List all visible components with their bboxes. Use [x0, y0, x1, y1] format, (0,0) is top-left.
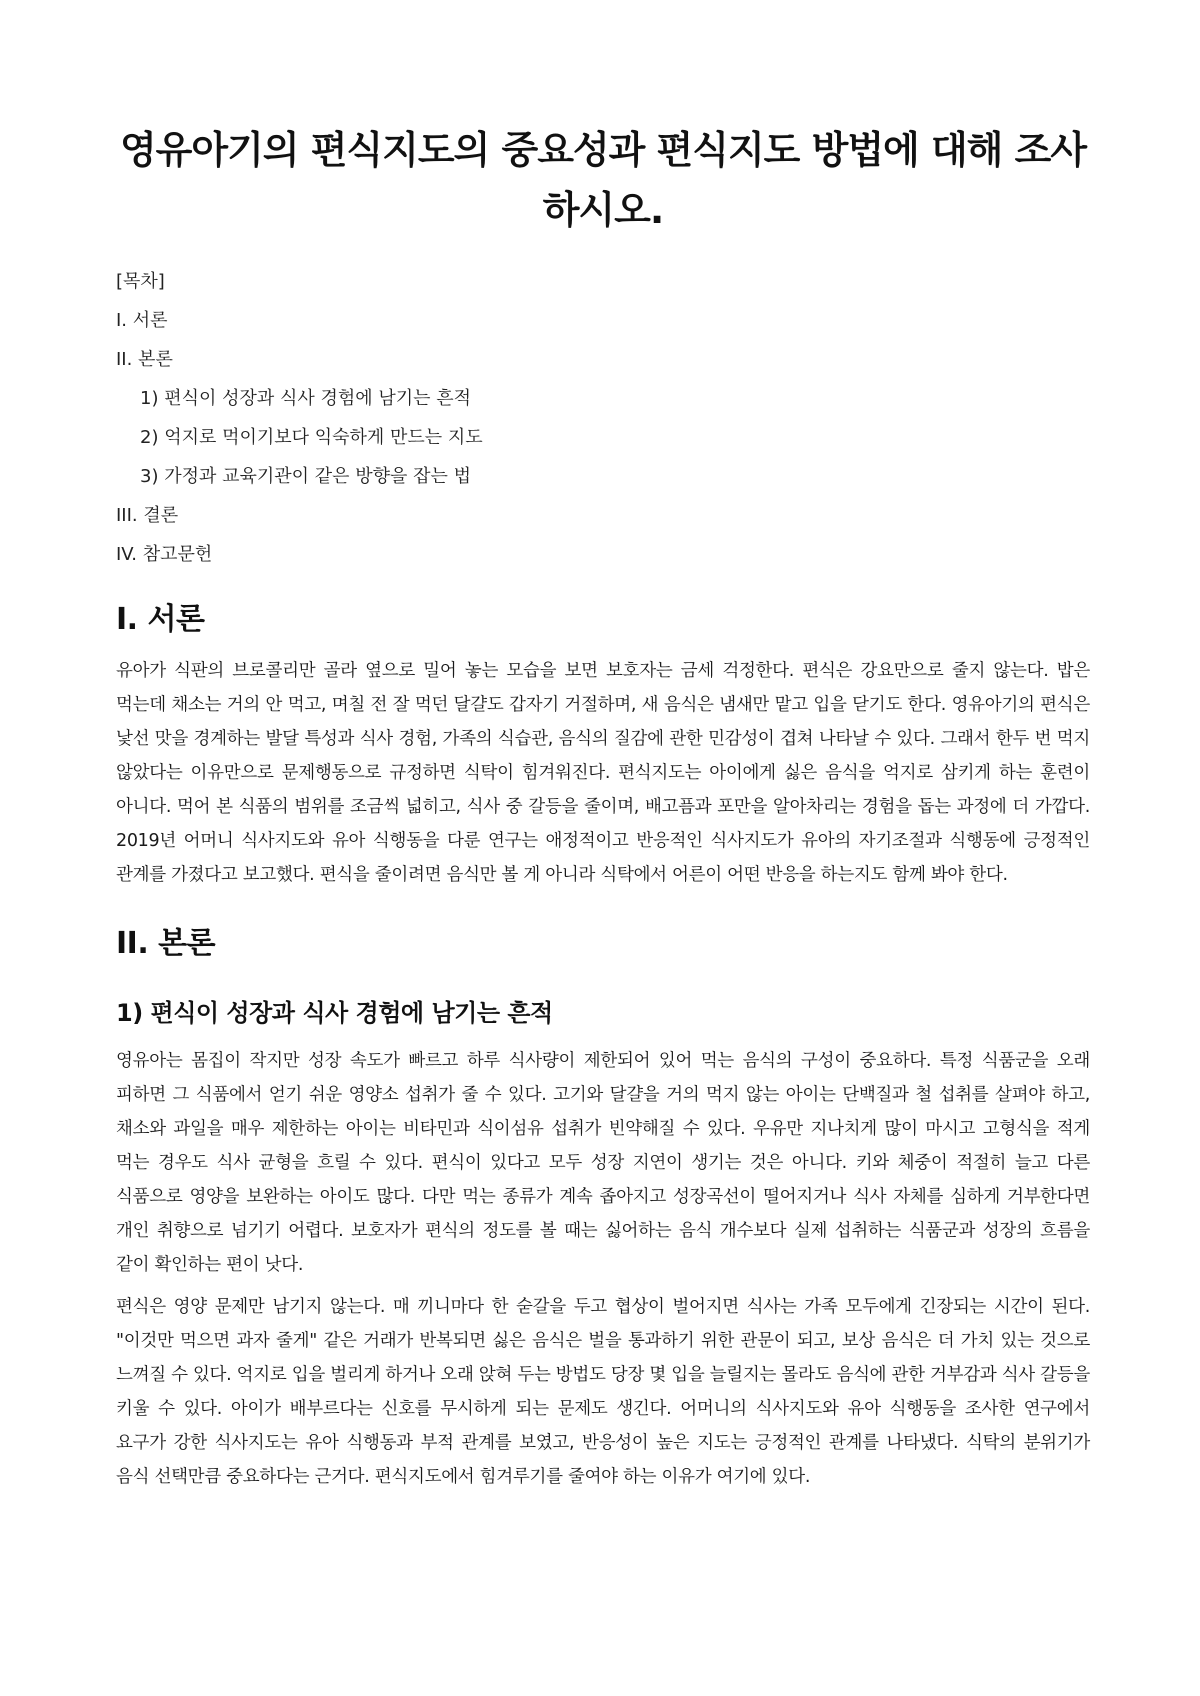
document-title: 영유아기의 편식지도의 중요성과 편식지도 방법에 대해 조사하시오.	[119, 128, 1087, 232]
toc-item: III. 결론	[116, 505, 179, 526]
toc-item: IV. 참고문헌	[116, 544, 213, 565]
toc-subitem: 3) 가정과 교육기관이 같은 방향을 잡는 법	[140, 466, 472, 487]
toc-heading: [목차]	[116, 271, 165, 292]
section-heading-body: II. 본론	[116, 926, 216, 961]
table-of-contents	[116, 262, 1090, 574]
toc-subitem: 1) 편식이 성장과 식사 경험에 남기는 흔적	[140, 388, 472, 409]
intro-paragraph: 유아가 식판의 브로콜리만 골라 옆으로 밀어 놓는 모습을 보면 보호자는 금세 걱정한다. 편식은 강요만으로 줄지 않는다. 밥은 먹는데 채소는 거의 안 먹고, 며칠 전 잘 먹던 달걀도 갑자기 거절하며, 새 음식은 냄새만 맡고 입을 닫기도 한다. 영유아기의 편식은 낯선 맛을 경계하는 발달 특성과 식사 경험, 가족의 식습관, 음식의 질감에 관한 민감성이 겹쳐 나타날 수 있다. 그래서 한두 번 먹지 않았다는 이유만으로 문제행동으로 규정하면 식탁이 힘겨워진다. 편식지도는 아이에게 싫은 음식을 억지로 삼키게 하는 훈련이 아니다. 먹어 본 식품의 범위를 조금씩 넓히고, 식사 중 갈등을 줄이며, 배고픔과 포만을 알아차리는 경험을 돕는 과정에 더 가깝다. 2019년 어머니 식사지도와 유아 식행동을 다룬 연구는 애정적이고 반응적인 식사지도가 유아의 자기조절과 식행동에 긍정적인 관계를 가졌다고 보고했다. 편식을 줄이려면 음식만 볼 게 아니라 식탁에서 어른이 어떤 반응을 하는지도 함께 봐야 한다.	[116, 661, 1090, 885]
body-paragraph: 편식은 영양 문제만 남기지 않는다. 매 끼니마다 한 숟갈을 두고 협상이 벌어지면 식사는 가족 모두에게 긴장되는 시간이 된다. "이것만 먹으면 과자 줄게" 같은 거래가 반복되면 싫은 음식은 벌을 통과하기 위한 관문이 되고, 보상 음식은 더 가치 있는 것으로 느껴질 수 있다. 억지로 입을 벌리게 하거나 오래 앉혀 두는 방법도 당장 몇 입을 늘릴지는 몰라도 음식에 관한 거부감과 식사 갈등을 키울 수 있다. 아이가 배부르다는 신호를 무시하게 되는 문제도 생긴다. 어머니의 식사지도와 유아 식행동을 조사한 연구에서 요구가 강한 식사지도는 유아 식행동과 부적 관계를 보였고, 반응성이 높은 지도는 긍정적인 관계를 나타냈다. 식탁의 분위기가 음식 선택만큼 중요하다는 근거다. 편식지도에서 힘겨루기를 줄여야 하는 이유가 여기에 있다.	[116, 1297, 1090, 1487]
toc-item: II. 본론	[116, 349, 173, 370]
subsection-heading-1: 1) 편식이 성장과 식사 경험에 남기는 흔적	[116, 999, 553, 1027]
toc-item: I. 서론	[116, 310, 168, 331]
toc-subitem: 2) 억지로 먹이기보다 익숙하게 만드는 지도	[140, 427, 483, 448]
section-heading-intro: I. 서론	[116, 602, 205, 637]
body-paragraph: 영유아는 몸집이 작지만 성장 속도가 빠르고 하루 식사량이 제한되어 있어 먹는 음식의 구성이 중요하다. 특정 식품군을 오래 피하면 그 식품에서 얻기 쉬운 영양소 섭취가 줄 수 있다. 고기와 달걀을 거의 먹지 않는 아이는 단백질과 철 섭취를 살펴야 하고, 채소와 과일을 매우 제한하는 아이는 비타민과 식이섬유 섭취가 빈약해질 수 있다. 우유만 지나치게 많이 마시고 고형식을 적게 먹는 경우도 식사 균형을 흐릴 수 있다. 편식이 있다고 모두 성장 지연이 생기는 것은 아니다. 키와 체중이 적절히 늘고 다른 식품으로 영양을 보완하는 아이도 많다. 다만 먹는 종류가 계속 좁아지고 성장곡선이 떨어지거나 식사 자체를 심하게 거부한다면 개인 취향으로 넘기기 어렵다. 보호자가 편식의 정도를 볼 때는 싫어하는 음식 개수보다 실제 섭취하는 식품군과 성장의 흐름을 같이 확인하는 편이 낫다.	[116, 1051, 1090, 1275]
